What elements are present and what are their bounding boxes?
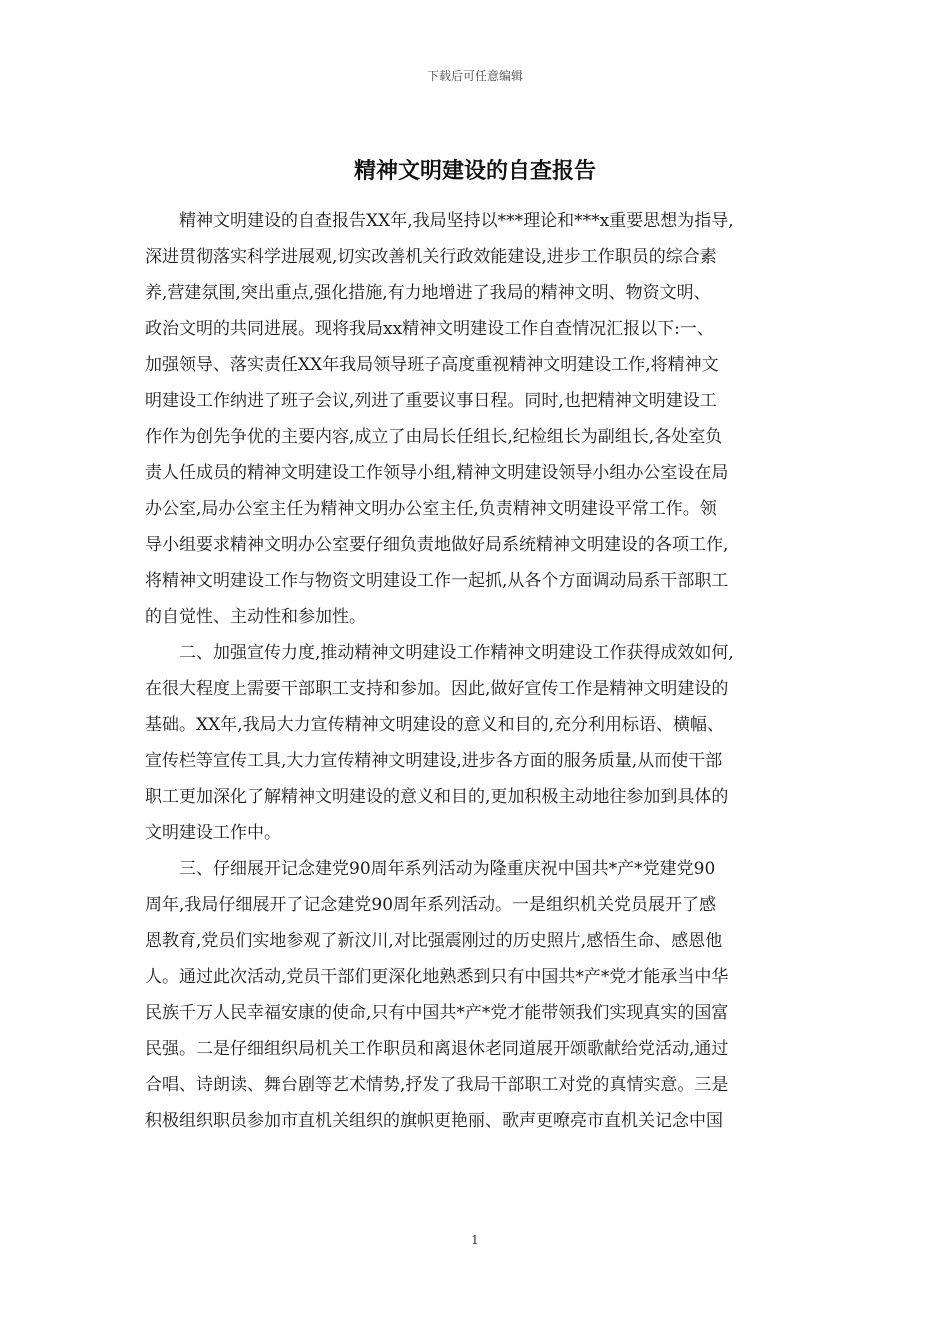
text-line: 民强。二是仔细组织局机关工作职员和离退休老同道展开颂歌献给党活动,通过 [145,1039,729,1059]
text-line: 办公室,局办公室主任为精神文明办公室主任,负责精神文明建设平常工作。领 [145,499,717,519]
text-line: 深进贯彻落实科学进展观,切实改善机关行政效能建设,进步工作职员的综合素 [145,247,717,267]
text-line: 职工更加深化了解精神文明建设的意义和目的,更加积极主动地往参加到具体的 [145,787,729,807]
text-line: 责人任成员的精神文明建设工作领导小组,精神文明建设领导小组办公室设在局 [145,463,729,483]
text-line: 周年,我局仔细展开了记念建党90周年系列活动。一是组织机关党员展开了感 [145,895,717,915]
text-line: 政治文明的共同进展。现将我局xx精神文明建设工作自查情况汇报以下:一、 [145,319,714,339]
text-line: 二、加强宣传力度,推动精神文明建设工作精神文明建设工作获得成效如何, [145,643,734,663]
text-line: 作作为创先争优的主要内容,成立了由局长任组长,纪检组长为副组长,各处室负 [145,427,723,447]
text-line: 将精神文明建设工作与物资文明建设工作一起抓,从各个方面调动局系干部职工 [145,571,729,591]
page-number: 1 [471,1233,479,1247]
text-line: 三、仔细展开记念建党90周年系列活动为隆重庆祝中国共*产*党建党90 [145,859,716,879]
text-line: 精神文明建设的自查报告XX年,我局坚持以***理论和***x重要思想为指导, [145,211,734,231]
text-line: 恩教育,党员们实地参观了新汶川,对比强震刚过的历史照片,感悟生命、感恩他 [145,931,723,951]
text-line: 的自觉性、主动性和参加性。 [145,607,366,627]
text-line: 导小组要求精神文明办公室要仔细负责地做好局系统精神文明建设的各项工作, [145,535,729,555]
text-line: 在很大程度上需要干部职工支持和参加。因此,做好宣传工作是精神文明建设的 [145,679,729,699]
text-line: 人。通过此次活动,党员干部们更深化地熟悉到只有中国共*产*党才能承当中华 [145,967,729,987]
text-line: 基础。XX年,我局大力宣传精神文明建设的意义和目的,充分利用标语、横幅、 [145,715,725,735]
text-line: 加强领导、落实责任XX年我局领导班子高度重视精神文明建设工作,将精神文 [145,355,719,375]
text-line: 明建设工作纳进了班子会议,列进了重要议事日程。同时,也把精神文明建设工 [145,391,717,411]
text-line: 积极组织职员参加市直机关组织的旗帜更艳丽、歌声更嘹亮市直机关记念中国 [145,1111,723,1131]
text-line: 养,营建氛围,突出重点,强化措施,有力地增进了我局的精神文明、物资文明、 [145,283,711,303]
text-line: 合唱、诗朗读、舞台剧等艺术情势,抒发了我局干部职工对党的真情实意。三是 [145,1075,729,1095]
document-body [145,203,807,1139]
document-title: 精神文明建设的自查报告 [353,159,596,184]
page-header: 下载后可任意编辑 [426,69,523,83]
text-line: 民族千万人民幸福安康的使命,只有中国共*产*党才能带领我们实现真实的国富 [145,1003,729,1023]
text-line: 宣传栏等宣传工具,大力宣传精神文明建设,进步各方面的服务质量,从而使干部 [145,751,723,771]
text-line: 文明建设工作中。 [145,823,281,843]
